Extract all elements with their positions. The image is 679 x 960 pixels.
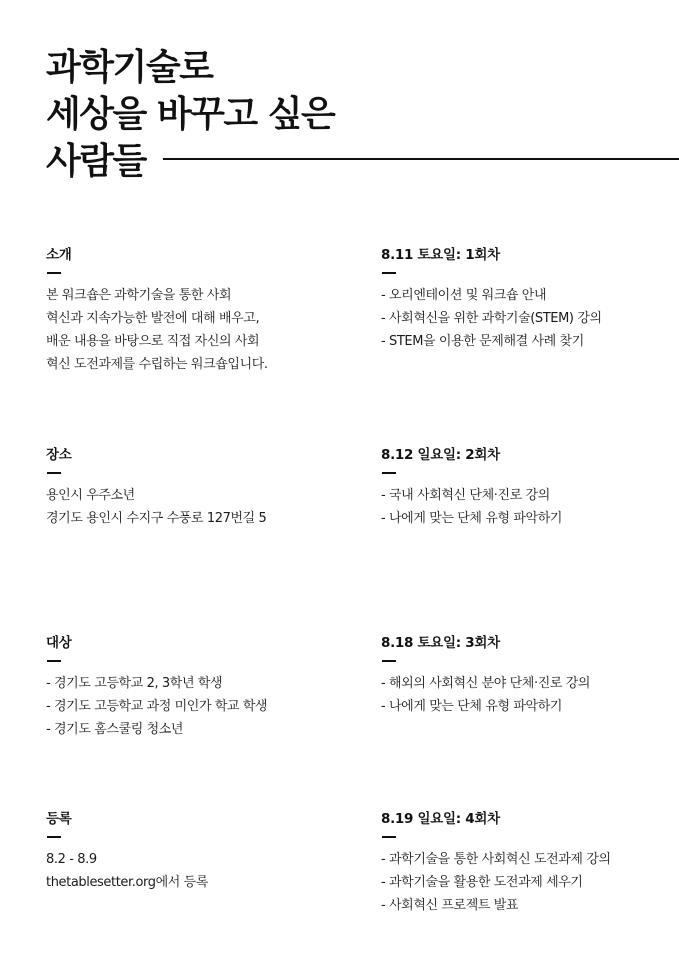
body-line: 혁신 도전과제를 수립하는 워크숍입니다. — [46, 357, 268, 372]
session-item: - 사회혁신 프로젝트 발표 — [381, 898, 519, 913]
session-item: - 과학기술을 활용한 도전과제 세우기 — [381, 875, 583, 890]
section-heading: 대상 — [46, 635, 72, 651]
heading-dash — [382, 472, 396, 474]
session-heading: 8.19 일요일: 4회차 — [381, 811, 500, 827]
body-line: 혁신과 지속가능한 발전에 대해 배우고, — [46, 311, 260, 326]
section-intro — [46, 245, 336, 376]
heading-dash — [382, 272, 396, 274]
body-line: 배운 내용을 바탕으로 직접 자신의 사회 — [46, 334, 260, 349]
session-item: - 나에게 맞는 단체 유형 파악하기 — [381, 699, 563, 714]
section-session-1 — [381, 245, 671, 353]
body-line: 경기도 용인시 수지구 수풍로 127번길 5 — [46, 511, 267, 526]
body-line: 본 워크숍은 과학기술을 통한 사회 — [46, 288, 232, 303]
section-audience — [46, 633, 336, 741]
body-line: - 경기도 홈스쿨링 청소년 — [46, 722, 184, 737]
session-item: - 과학기술을 통한 사회혁신 도전과제 강의 — [381, 852, 611, 867]
section-registration — [46, 809, 336, 894]
title-line-1: 과학기술로 — [46, 47, 213, 88]
section-heading: 장소 — [46, 447, 72, 463]
session-item: - 사회혁신을 위한 과학기술(STEM) 강의 — [381, 311, 602, 326]
section-heading: 소개 — [46, 247, 72, 263]
session-item: - 오리엔테이션 및 워크숍 안내 — [381, 288, 547, 303]
section-session-3 — [381, 633, 671, 718]
heading-dash — [47, 660, 61, 662]
title-line-2: 세상을 바꾸고 싶은 — [46, 94, 335, 135]
body-line: - 경기도 고등학교 과정 미인가 학교 학생 — [46, 699, 268, 714]
heading-dash — [382, 836, 396, 838]
page-title — [46, 44, 334, 185]
body-line: 8.2 - 8.9 — [46, 852, 97, 867]
session-heading: 8.18 토요일: 3회차 — [381, 635, 500, 651]
title-divider — [163, 158, 679, 160]
session-item: - 나에게 맞는 단체 유형 파악하기 — [381, 511, 563, 526]
section-venue — [46, 445, 336, 530]
heading-dash — [47, 272, 61, 274]
section-session-4 — [381, 809, 671, 917]
heading-dash — [47, 472, 61, 474]
heading-dash — [382, 660, 396, 662]
section-session-2 — [381, 445, 671, 530]
body-line: 용인시 우주소년 — [46, 488, 135, 503]
session-heading: 8.11 토요일: 1회차 — [381, 247, 500, 263]
section-heading: 등록 — [46, 811, 72, 827]
registration-link: thetablesetter.org에서 등록 — [46, 875, 208, 890]
title-line-3: 사람들 — [46, 141, 146, 182]
session-heading: 8.12 일요일: 2회차 — [381, 447, 500, 463]
session-item: - 해외의 사회혁신 분야 단체·진로 강의 — [381, 676, 591, 691]
session-item: - 국내 사회혁신 단체·진로 강의 — [381, 488, 550, 503]
heading-dash — [47, 836, 61, 838]
session-item: - STEM을 이용한 문제해결 사례 찾기 — [381, 334, 584, 349]
body-line: - 경기도 고등학교 2, 3학년 학생 — [46, 676, 223, 691]
